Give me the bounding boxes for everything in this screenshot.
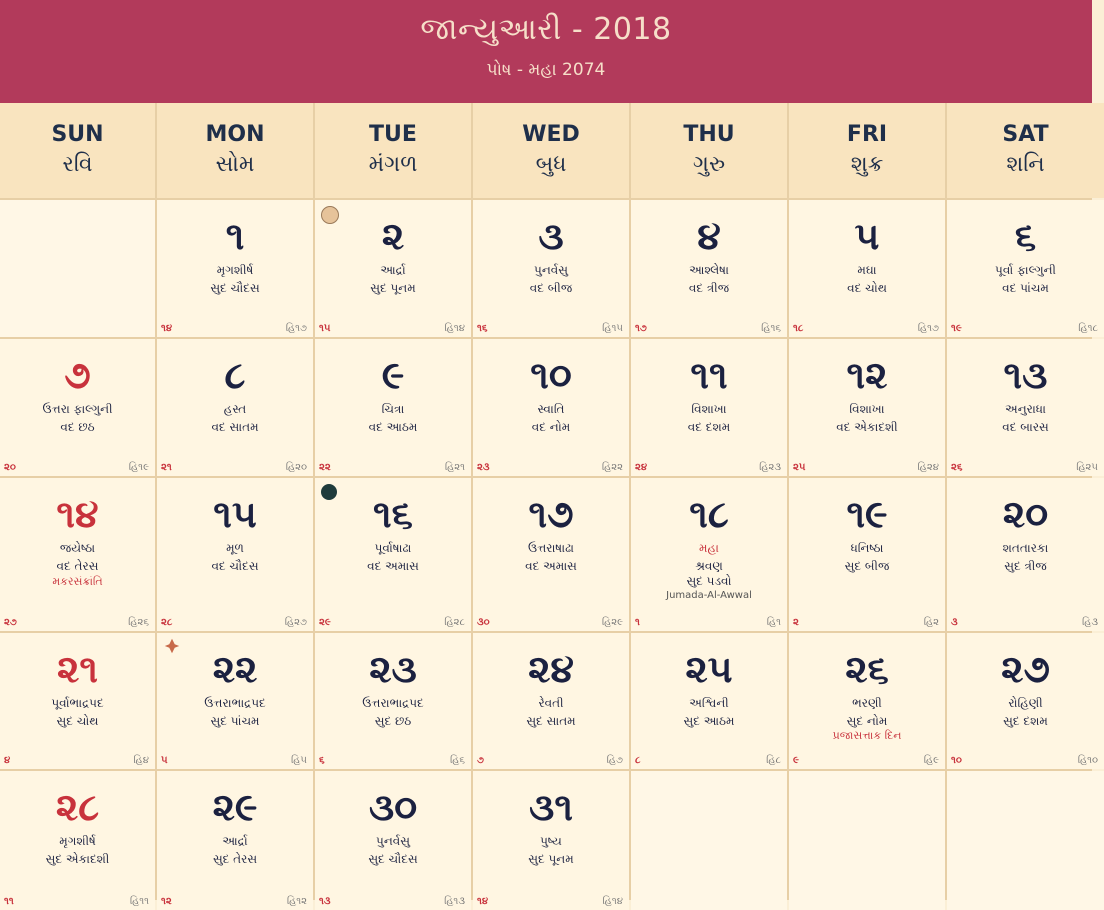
vikram-date: ૧૪ bbox=[477, 896, 489, 907]
nakshatra-label: પુનર્વસુ bbox=[376, 834, 410, 848]
nakshatra-label: રેવતી bbox=[538, 696, 564, 710]
weekday-header-fri bbox=[789, 103, 945, 198]
hijri-date: હિ૧૬ bbox=[761, 323, 781, 334]
weekday-gu: બુધ bbox=[535, 151, 567, 177]
nakshatra-label: શતતારકા bbox=[1002, 541, 1049, 555]
vikram-date: ૩૦ bbox=[477, 617, 490, 628]
hijri-date: હિ૩ bbox=[1081, 617, 1098, 628]
day-number: ૨૬ bbox=[845, 647, 889, 691]
nakshatra-label: ઉત્તરા ફાલ્ગુની bbox=[42, 402, 113, 416]
vikram-date: ૪ bbox=[4, 755, 11, 766]
weekday-header-thu bbox=[631, 103, 787, 198]
empty-day-cell bbox=[947, 771, 1104, 910]
hijri-date: હિ૨૧ bbox=[444, 462, 465, 473]
weekday-gu: મંગળ bbox=[368, 151, 418, 177]
day-number: ૭ bbox=[64, 353, 91, 397]
tithi-label: સુદ સાતમ bbox=[526, 714, 576, 728]
hijri-date: હિ૨૪ bbox=[917, 462, 939, 473]
nakshatra-label: આર્દ્રા bbox=[222, 834, 248, 848]
day-number: ૨૭ bbox=[1001, 647, 1050, 691]
day-cell[interactable] bbox=[315, 200, 471, 337]
day-number: ૫ bbox=[854, 214, 880, 258]
day-number: ૯ bbox=[381, 353, 405, 397]
hijri-date: હિ૧૦ bbox=[1077, 755, 1098, 766]
month-title: જાન્યુઆરી - 2018 bbox=[420, 12, 672, 47]
tithi-label: વદ ચૌદસ bbox=[211, 559, 259, 573]
nakshatra-label: મૂળ bbox=[226, 541, 244, 555]
day-cell[interactable] bbox=[947, 200, 1104, 337]
day-cell[interactable] bbox=[473, 478, 629, 631]
hijri-date: હિ૨૨ bbox=[601, 462, 623, 473]
vikram-date: ૨૦ bbox=[4, 462, 16, 473]
hijri-date: હિ૨૭ bbox=[284, 617, 307, 628]
tithi-label: સુદ બીજ bbox=[844, 559, 890, 573]
day-number: ૧૬ bbox=[373, 492, 413, 536]
nakshatra-label: ધનિષ્ઠા bbox=[850, 541, 884, 555]
vikram-date: ૧૧ bbox=[4, 896, 14, 907]
hijri-date: હિ૨૬ bbox=[128, 617, 149, 628]
nakshatra-label: આશ્લેષા bbox=[689, 263, 729, 277]
day-cell[interactable] bbox=[315, 633, 471, 769]
hijri-date: હિ૨ bbox=[923, 617, 939, 628]
tithi-label: વદ છઠ bbox=[60, 420, 95, 434]
tithi-label: સુદ આઠમ bbox=[683, 714, 735, 728]
vikram-date: ૮ bbox=[635, 755, 641, 766]
vikram-date: ૨૪ bbox=[635, 462, 648, 473]
vikram-date: ૧૬ bbox=[477, 323, 488, 334]
day-cell[interactable] bbox=[789, 478, 945, 631]
vikram-date: ૧૯ bbox=[951, 323, 962, 334]
tithi-label: સુદ ચૌદસ bbox=[210, 281, 260, 295]
vikram-date: ૧ bbox=[635, 617, 640, 628]
weekday-en: WED bbox=[522, 121, 580, 147]
hijri-date: હિ૧૪ bbox=[602, 896, 623, 907]
day-number: ૮ bbox=[224, 353, 246, 397]
vikram-date: ૫ bbox=[161, 755, 168, 766]
full-moon-icon bbox=[321, 206, 339, 224]
vikram-date: ૧૫ bbox=[319, 323, 331, 334]
tithi-label: સુદ છઠ bbox=[374, 714, 412, 728]
nakshatra-label: અશ્વિની bbox=[689, 696, 729, 710]
vikram-date: ૧૮ bbox=[793, 323, 804, 334]
hijri-date: હિ૧૭ bbox=[285, 323, 307, 334]
nakshatra-label: પૂર્વા ફાલ્ગુની bbox=[995, 263, 1056, 277]
day-number: ૨૯ bbox=[212, 785, 258, 829]
new-moon-icon bbox=[321, 484, 337, 500]
day-cell[interactable] bbox=[0, 478, 155, 631]
nakshatra-label: મઘા bbox=[857, 263, 877, 277]
day-cell[interactable] bbox=[631, 478, 787, 631]
tithi-label: સુદ એકાદશી bbox=[45, 852, 110, 866]
vikram-date: ૧૭ bbox=[635, 323, 647, 334]
weekday-gu: ગુરુ bbox=[692, 151, 726, 177]
day-cell[interactable] bbox=[631, 633, 787, 769]
tithi-extra-label: સુદ પડવો bbox=[686, 574, 732, 588]
nakshatra-label: મહા bbox=[699, 541, 719, 555]
hijri-date: હિ૨૫ bbox=[1076, 462, 1098, 473]
day-cell[interactable] bbox=[315, 478, 471, 631]
day-cell[interactable] bbox=[0, 339, 155, 476]
hijri-date: હિ૯ bbox=[923, 755, 939, 766]
nakshatra-label: ઉત્તરાભાદ્રપદ bbox=[204, 696, 266, 710]
day-number: ૧૨ bbox=[846, 353, 888, 397]
weekday-en: THU bbox=[683, 121, 735, 147]
nakshatra-label: મૃગશીર્ષ bbox=[59, 834, 96, 848]
hijri-date: હિ૧૯ bbox=[128, 462, 149, 473]
hijri-date: હિ૧૫ bbox=[602, 323, 623, 334]
hijri-date: હિ૧૩ bbox=[444, 896, 465, 907]
tithi-label: વદ બારસ bbox=[1002, 420, 1049, 434]
vikram-date: ૧૦ bbox=[951, 755, 962, 766]
day-cell[interactable] bbox=[315, 771, 471, 910]
vikram-date: ૨૧ bbox=[161, 462, 172, 473]
weekday-en: MON bbox=[205, 121, 265, 147]
hijri-date: હિ૧૧ bbox=[129, 896, 149, 907]
tithi-label: સુદ દશમ bbox=[1003, 714, 1048, 728]
nakshatra-label: મૃગશીર્ષ bbox=[216, 263, 254, 277]
day-number: ૩ bbox=[538, 214, 564, 258]
nakshatra-label: પૂર્વાષાઢા bbox=[374, 541, 412, 555]
day-number: ૨૦ bbox=[1002, 492, 1049, 536]
tithi-label: શ્રવણ bbox=[695, 559, 723, 573]
tithi-label: સુદ પૂનમ bbox=[528, 852, 574, 866]
tithi-label: વદ તેરસ bbox=[56, 559, 99, 573]
hijri-date: હિ૧૪ bbox=[444, 323, 465, 334]
nakshatra-label: હસ્ત bbox=[223, 402, 247, 416]
festival-label: મકરસંક્રાંતિ bbox=[52, 575, 103, 588]
day-cell[interactable] bbox=[473, 200, 629, 337]
day-cell[interactable] bbox=[947, 478, 1104, 631]
day-number: ૧ bbox=[225, 214, 245, 258]
hijri-date: હિ૮ bbox=[766, 755, 781, 766]
vikram-date: ૨૯ bbox=[319, 617, 331, 628]
tithi-label: વદ બીજ bbox=[529, 281, 573, 295]
day-number: ૨૪ bbox=[528, 647, 574, 691]
vikram-date: ૨૫ bbox=[793, 462, 806, 473]
day-number: ૧૩ bbox=[1003, 353, 1048, 397]
day-cell[interactable] bbox=[789, 200, 945, 337]
day-cell[interactable] bbox=[157, 200, 313, 337]
day-number: ૧૭ bbox=[528, 492, 574, 536]
day-number: ૨૩ bbox=[369, 647, 417, 691]
nakshatra-label: વિશાખા bbox=[849, 402, 885, 416]
tithi-label: વદ નોમ bbox=[531, 420, 571, 434]
tithi-label: વદ અમાસ bbox=[525, 559, 577, 573]
vikram-date: ૧૪ bbox=[161, 323, 173, 334]
tithi-label: વદ ચોથ bbox=[847, 281, 887, 295]
festival-label: પ્રજાસત્તાક દિન bbox=[832, 729, 902, 742]
day-cell[interactable] bbox=[947, 339, 1104, 476]
tithi-label: સુદ ત્રીજ bbox=[1004, 559, 1047, 573]
day-cell[interactable] bbox=[0, 771, 155, 910]
tithi-label: વદ ત્રીજ bbox=[688, 281, 730, 295]
empty-day-cell bbox=[0, 200, 155, 337]
festival-icon bbox=[163, 637, 181, 655]
weekday-header-wed bbox=[473, 103, 629, 198]
vikram-date: ૭ bbox=[477, 755, 484, 766]
day-number: ૨૫ bbox=[685, 647, 733, 691]
hijri-date: હિ૬ bbox=[450, 755, 465, 766]
vikram-date: ૨ bbox=[793, 617, 799, 628]
vikram-date: ૨૬ bbox=[951, 462, 963, 473]
day-number: ૨૧ bbox=[57, 647, 98, 691]
tithi-label: વદ અમાસ bbox=[367, 559, 419, 573]
nakshatra-label: પુષ્ય bbox=[540, 834, 562, 848]
hijri-date: હિ૧૨ bbox=[286, 896, 307, 907]
nakshatra-label: ભરણી bbox=[852, 696, 882, 710]
tithi-label: સુદ નોમ bbox=[846, 714, 888, 728]
vikram-date: ૯ bbox=[793, 755, 799, 766]
day-cell[interactable] bbox=[631, 200, 787, 337]
weekday-en: TUE bbox=[369, 121, 417, 147]
day-cell[interactable] bbox=[631, 339, 787, 476]
day-number: ૧૧ bbox=[690, 353, 728, 397]
day-cell[interactable] bbox=[473, 771, 629, 910]
day-number: ૧૯ bbox=[846, 492, 888, 536]
weekday-en: SAT bbox=[1002, 121, 1049, 147]
empty-day-cell bbox=[789, 771, 945, 910]
vikram-date: ૬ bbox=[319, 755, 325, 766]
tithi-label: સુદ પૂનમ bbox=[370, 281, 416, 295]
weekday-gu: રવિ bbox=[62, 151, 93, 177]
tithi-label: સુદ ચૌદસ bbox=[368, 852, 418, 866]
nakshatra-label: પૂર્વાભાદ્રપદ bbox=[51, 696, 104, 710]
day-cell[interactable] bbox=[157, 478, 313, 631]
hijri-date: હિ૫ bbox=[291, 755, 307, 766]
day-cell[interactable] bbox=[789, 339, 945, 476]
nakshatra-label: સ્વાતિ bbox=[537, 402, 565, 416]
tithi-label: વદ પાંચમ bbox=[1002, 281, 1049, 295]
day-number: ૨ bbox=[381, 214, 405, 258]
empty-day-cell bbox=[631, 771, 787, 910]
hijri-date: હિ૧ bbox=[766, 617, 781, 628]
hijri-date: હિ૪ bbox=[133, 755, 149, 766]
day-number: ૩૦ bbox=[368, 785, 418, 829]
hijri-date: હિ૨૩ bbox=[759, 462, 781, 473]
vikram-date: ૨૭ bbox=[4, 617, 17, 628]
tithi-label: વદ દશમ bbox=[687, 420, 731, 434]
day-number: ૬ bbox=[1014, 214, 1037, 258]
day-cell[interactable] bbox=[157, 339, 313, 476]
vikram-date: ૨૮ bbox=[161, 617, 173, 628]
weekday-gu: શનિ bbox=[1006, 151, 1045, 177]
nakshatra-label: જયેષ્ઠા bbox=[59, 541, 96, 555]
nakshatra-label: ઉત્તરાભાદ્રપદ bbox=[362, 696, 424, 710]
nakshatra-label: રોહિણી bbox=[1008, 696, 1043, 710]
tithi-label: સુદ પાંચમ bbox=[210, 714, 260, 728]
tithi-label: વદ સાતમ bbox=[211, 420, 259, 434]
vikram-date: ૨૨ bbox=[319, 462, 331, 473]
day-number: ૪ bbox=[697, 214, 721, 258]
weekday-gu: શુક્ર bbox=[850, 151, 884, 177]
day-number: ૧૪ bbox=[56, 492, 99, 536]
hijri-date: હિ૭ bbox=[606, 755, 623, 766]
nakshatra-label: ચિત્રા bbox=[381, 402, 405, 416]
nakshatra-label: વિશાખા bbox=[691, 402, 727, 416]
day-cell[interactable] bbox=[789, 633, 945, 769]
nakshatra-label: આર્દ્રા bbox=[380, 263, 406, 277]
day-cell[interactable] bbox=[473, 339, 629, 476]
nakshatra-label: ઉત્તરાષાઢા bbox=[528, 541, 574, 555]
nakshatra-label: અનુરાધા bbox=[1005, 402, 1046, 416]
hijri-date: હિ૧૮ bbox=[1078, 323, 1098, 334]
day-cell[interactable] bbox=[473, 633, 629, 769]
vikram-date: ૨૩ bbox=[477, 462, 490, 473]
day-number: ૨૨ bbox=[212, 647, 258, 691]
weekday-header-sat bbox=[947, 103, 1104, 198]
day-number: ૧૮ bbox=[689, 492, 729, 536]
calendar-header bbox=[0, 0, 1092, 103]
islamic-month-label: Jumada-Al-Awwal bbox=[666, 590, 752, 601]
tithi-label: સુદ ચોથ bbox=[56, 714, 99, 728]
day-cell[interactable] bbox=[0, 633, 155, 769]
day-number: ૩૧ bbox=[529, 785, 573, 829]
weekday-header-sun bbox=[0, 103, 155, 198]
day-cell[interactable] bbox=[315, 339, 471, 476]
day-number: ૨૮ bbox=[55, 785, 100, 829]
tithi-label: વદ એકાદશી bbox=[836, 420, 898, 434]
weekday-en: FRI bbox=[846, 121, 888, 147]
tithi-label: સુદ તેરસ bbox=[212, 852, 258, 866]
hijri-date: હિ૨૦ bbox=[285, 462, 307, 473]
calendar-grid bbox=[0, 103, 1098, 907]
vikram-date: ૧૨ bbox=[161, 896, 172, 907]
day-number: ૧૦ bbox=[530, 353, 572, 397]
tithi-label: વદ આઠમ bbox=[368, 420, 418, 434]
day-cell[interactable] bbox=[157, 633, 313, 769]
day-number: ૧૫ bbox=[213, 492, 257, 536]
hijri-date: હિ૨૯ bbox=[601, 617, 623, 628]
hijri-date: હિ૧૭ bbox=[917, 323, 939, 334]
vikram-date: ૧૩ bbox=[319, 896, 331, 907]
hijri-date: હિ૨૮ bbox=[444, 617, 465, 628]
weekday-header-mon bbox=[157, 103, 313, 198]
nakshatra-label: પુનર્વસુ bbox=[534, 263, 568, 277]
weekday-gu: સોમ bbox=[215, 151, 255, 177]
day-cell[interactable] bbox=[947, 633, 1104, 769]
hindu-month-subtitle: પોષ - મહા 2074 bbox=[486, 60, 606, 80]
day-cell[interactable] bbox=[157, 771, 313, 910]
weekday-header-tue bbox=[315, 103, 471, 198]
vikram-date: ૩ bbox=[951, 617, 958, 628]
weekday-en: SUN bbox=[51, 121, 104, 147]
